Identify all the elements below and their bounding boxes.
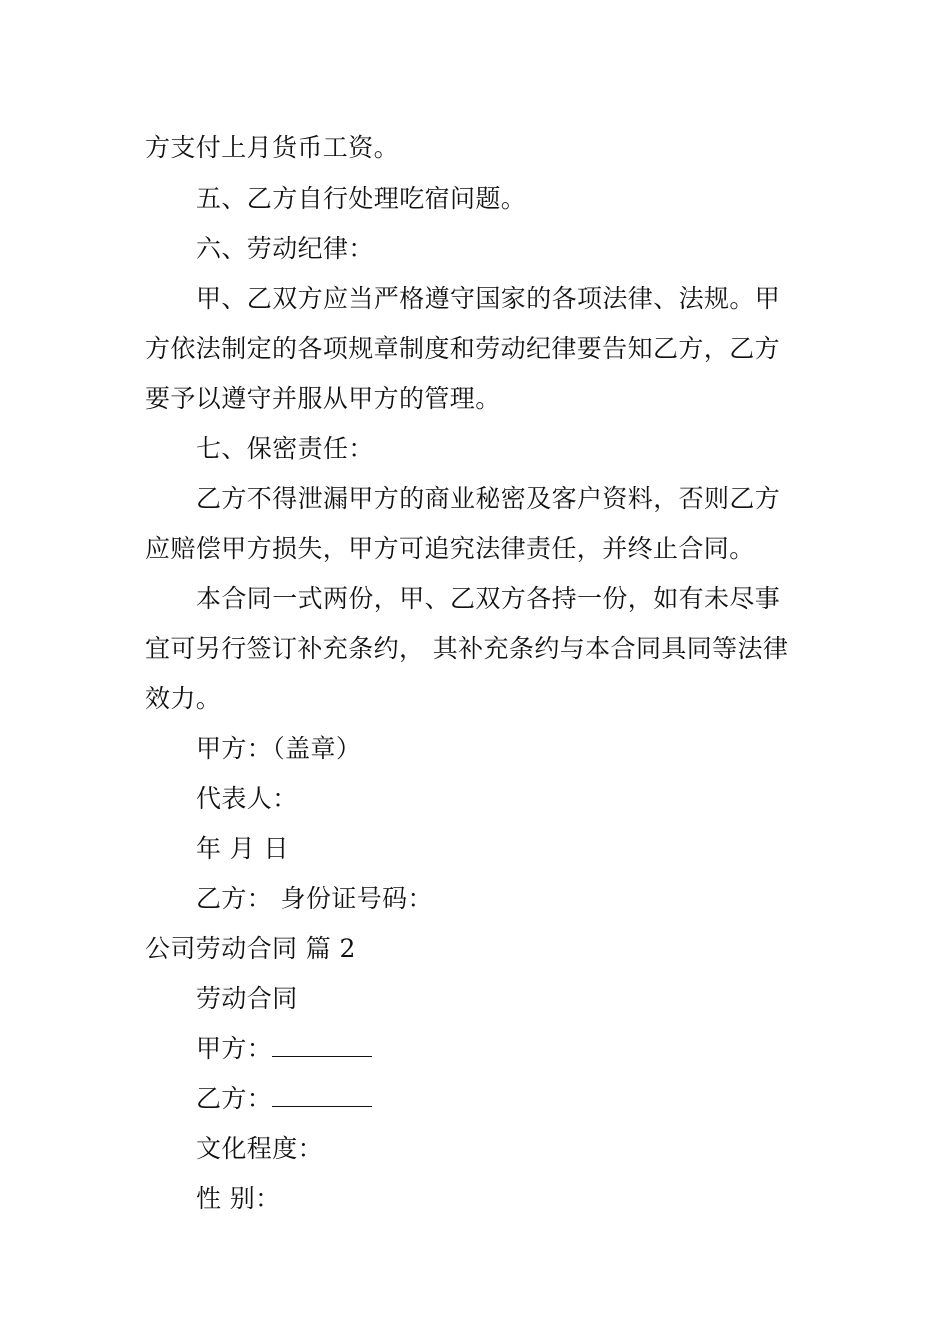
paragraph-line: 效力。: [145, 684, 222, 713]
party-b-id-label: 乙方： 身份证号码：: [196, 884, 433, 913]
party-b-field: [196, 1084, 866, 1114]
clause-7-heading: 七、保密责任：: [196, 434, 374, 463]
paragraph-line: 要予以遵守并服从甲方的管理。: [145, 384, 501, 413]
representative-label: 代表人：: [196, 784, 298, 813]
party-a-blank: [272, 1034, 372, 1057]
party-b-label: 乙方：: [196, 1084, 273, 1113]
paragraph-line: 甲、乙双方应当严格遵守国家的各项法律、法规。甲: [196, 284, 781, 313]
date-label: 年 月 日: [196, 834, 289, 863]
clause-5: 五、乙方自行处理吃宿问题。: [196, 184, 527, 213]
party-a-seal: 甲方：（盖章）: [196, 734, 362, 763]
paragraph-line: 本合同一式两份，甲、乙双方各持一份，如有未尽事: [196, 584, 781, 613]
clause-6-heading: 六、劳动纪律：: [196, 234, 374, 263]
gender-label: 性 别：: [196, 1184, 281, 1213]
education-label: 文化程度：: [196, 1134, 324, 1163]
contract-title: 劳动合同: [196, 984, 298, 1013]
party-b-blank: [272, 1084, 372, 1107]
party-a-label: 甲方：: [196, 1034, 273, 1063]
paragraph-line: 方依法制定的各项规章制度和劳动纪律要告知乙方，乙方: [145, 334, 781, 363]
paragraph-line: 方支付上月货币工资。: [145, 133, 400, 162]
paragraph-line: 宜可另行签订补充条约， 其补充条约与本合同具同等法律: [145, 634, 789, 663]
paragraph-line: 应赔偿甲方损失，甲方可追究法律责任，并终止合同。: [145, 534, 755, 563]
section-title: 公司劳动合同 篇 2: [145, 934, 356, 963]
party-a-field: [196, 1034, 866, 1064]
paragraph-line: 乙方不得泄漏甲方的商业秘密及客户资料，否则乙方: [196, 484, 781, 513]
